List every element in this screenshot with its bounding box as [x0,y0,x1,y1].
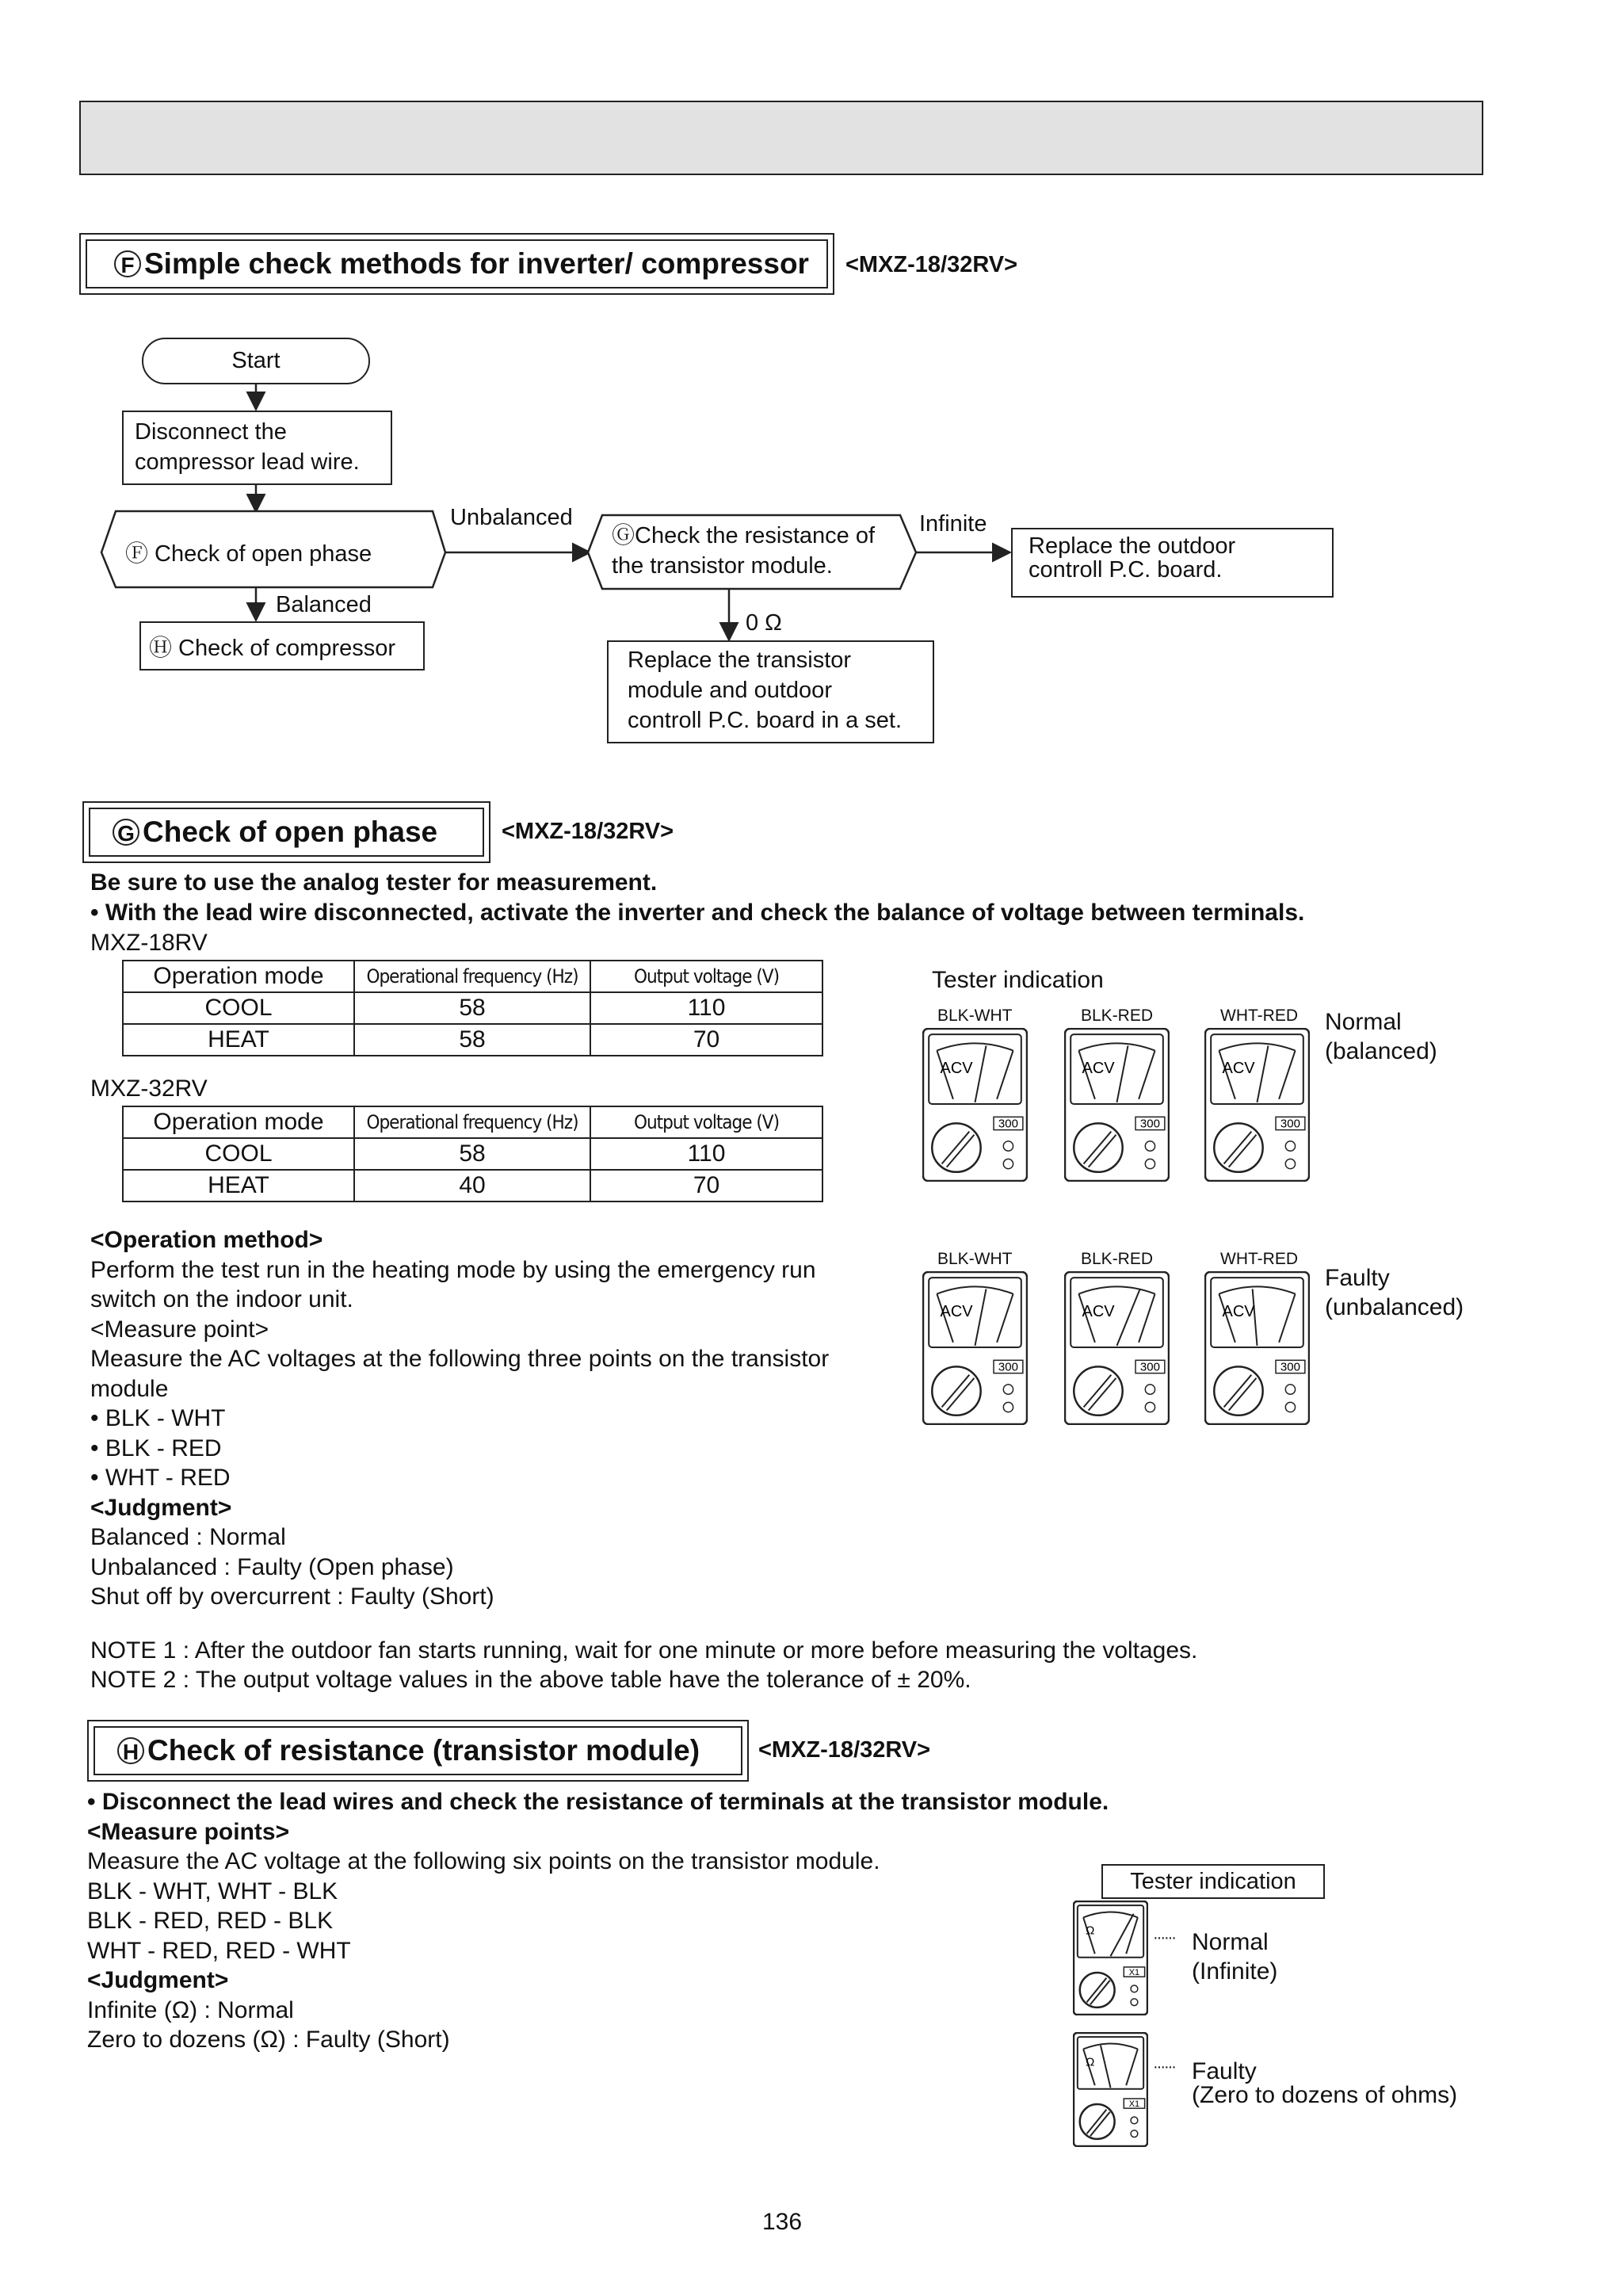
table-header: Operational frequency (Hz) [354,961,590,992]
flow-disconnect-line: Disconnect the [135,419,287,445]
meter-range-label: 300 [998,1360,1018,1374]
meter-range-label: 300 [998,1117,1018,1131]
meter-scale-label: ACV [1082,1303,1115,1321]
table-cell: 70 [590,1024,822,1056]
table-1-label: MXZ-18RV [90,930,208,956]
method-line: Measure the AC voltages at the following three points on the transistor [90,1346,830,1372]
h-normal-line: (Infinite) [1192,1958,1278,1985]
voltage-table-32rv [122,1106,823,1202]
h-line: Zero to dozens (Ω) : Faulty (Short) [87,2027,450,2053]
analog-tester-icon [1064,1271,1170,1425]
flow-start-label: Start [231,348,281,373]
method-line: • WHT - RED [90,1465,231,1491]
table-cell: 58 [354,992,590,1024]
analog-tester-icon [1064,1028,1170,1182]
flow-open-phase: Ⓕ Check of open phase [125,541,372,567]
analog-tester-icon [1204,1271,1310,1425]
page-number: 136 [762,2209,803,2235]
section-h-title: Check of resistance (transistor module) [147,1734,700,1767]
normal-result-line: Normal [1325,1009,1402,1035]
table-cell: COOL [123,992,354,1024]
normal-result [1325,1007,1437,1066]
tester-indication-label: Tester indication [932,967,1104,993]
meter-scale-label: ACV [1082,1060,1115,1078]
table-cell: 58 [354,1024,590,1056]
table-row [123,1138,822,1170]
flow-start [142,338,370,384]
meter-scale-label: ACV [1222,1060,1255,1078]
flow-replace-set-line: Replace the transistor [628,648,852,673]
operation-method [90,1225,829,1612]
analog-tester-icon [1073,2032,1148,2147]
section-h-letter: H [117,1737,144,1764]
meter-label: WHT-RED [1220,1250,1298,1268]
section-g-title-box [82,801,490,863]
flow-replace-set [607,640,934,743]
method-line: Perform the test run in the heating mode by using the emergency run [90,1256,816,1283]
note-2: NOTE 2 : The output voltage values in the above table have the tolerance of ± 20%. [90,1667,971,1693]
h-faulty-result [1192,2057,1457,2110]
flow-compressor [139,621,425,670]
flow-unbalanced: Unbalanced [450,505,573,530]
analog-tester-icon [922,1271,1028,1425]
method-line: switch on the indoor unit. [90,1286,353,1312]
flow-replace-set-line: controll P.C. board in a set. [628,708,903,733]
faulty-result-line: (unbalanced) [1325,1294,1464,1320]
table-header: Operation mode [123,1106,354,1138]
table-cell: 70 [590,1170,822,1201]
method-line: Shut off by overcurrent : Faulty (Short) [90,1584,494,1610]
meter-range-label: 300 [1139,1117,1160,1131]
faulty-dots: ······ [1153,2058,1175,2076]
section-g-letter: G [113,819,139,846]
table-header: Output voltage (V) [590,961,822,992]
flow-resistance-line: the transistor module. [612,553,833,579]
method-line: <Measure point> [90,1316,269,1343]
h-line: BLK - RED, RED - BLK [87,1908,334,1934]
table-cell: 110 [590,992,822,1024]
flow-replace-outdoor-line: Replace the outdoor [1029,533,1236,559]
section-g-note-1: Be sure to use the analog tester for measurement. [90,869,658,896]
section-g-title: Check of open phase [143,816,438,848]
flow-balanced: Balanced [276,592,372,617]
flow-disconnect-line: compressor lead wire. [135,449,360,475]
h-line: Measure the AC voltage at the following six points on the transistor module. [87,1848,880,1874]
meter-range-label: 300 [1280,1360,1300,1374]
table-row [123,992,822,1024]
h-tester-indication-label: Tester indication [1130,1868,1296,1894]
flow-replace-set-line: module and outdoor [628,678,832,703]
meter-label: WHT-RED [1220,1007,1298,1025]
h-line: Infinite (Ω) : Normal [87,1996,294,2023]
faulty-result [1325,1263,1464,1322]
normal-result-line: (balanced) [1325,1038,1437,1064]
section-f-title: Simple check methods for inverter/ compressor [144,247,809,280]
h-line: • Disconnect the lead wires and check the resistance of terminals at the transistor module. [87,1789,1109,1815]
method-line: <Operation method> [90,1227,323,1253]
h-normal-result [1192,1927,1277,1986]
h-faulty-line: (Zero to dozens of ohms) [1192,2082,1458,2108]
meter-label: BLK-RED [1081,1250,1154,1268]
faulty-result-line: Faulty [1325,1265,1390,1291]
meter-scale-label: ACV [940,1303,973,1321]
table-cell: 110 [590,1138,822,1170]
table-row [123,1170,822,1201]
meter-range-label: X1 [1128,1967,1140,1977]
table-cell: HEAT [123,1170,354,1201]
h-line: <Judgment> [87,1967,229,1993]
table-cell: 58 [354,1138,590,1170]
flow-replace-outdoor [1011,528,1334,598]
section-f-letter: F [114,250,141,277]
section-g-model: <MXZ-18/32RV> [502,819,674,844]
method-line: Balanced : Normal [90,1524,286,1550]
h-tester-indication [1101,1864,1325,1899]
meter-scale-label: Ω [1086,1924,1095,1938]
flow-compressor-label: Ⓗ Check of compressor [149,635,396,661]
analog-tester-icon [1073,1901,1148,2015]
section-f-model: <MXZ-18/32RV> [845,252,1018,277]
flow-zero-ohm: 0 Ω [746,610,782,636]
normal-dots: ······ [1153,1929,1175,1946]
table-header: Output voltage (V) [590,1106,822,1138]
h-line: <Measure points> [87,1818,290,1845]
method-line: module [90,1375,169,1402]
flow-infinite: Infinite [919,511,987,537]
note-1: NOTE 1 : After the outdoor fan starts running, wait for one minute or more before measuring the voltages. [90,1637,1198,1664]
h-normal-line: Normal [1192,1929,1269,1955]
analog-tester-icon [922,1028,1028,1182]
analog-tester-icon [1204,1028,1310,1182]
meter-range-label: 300 [1280,1117,1300,1131]
table-cell: COOL [123,1138,354,1170]
section-h-body [87,1787,1109,2055]
table-cell: HEAT [123,1024,354,1056]
method-line: <Judgment> [90,1494,232,1521]
meter-label: BLK-WHT [937,1007,1013,1025]
method-line: • BLK - WHT [90,1405,226,1431]
method-line: Unbalanced : Faulty (Open phase) [90,1553,454,1580]
h-faulty-line: Faulty [1192,2058,1257,2084]
voltage-table-18rv [122,960,823,1056]
meter-label: BLK-WHT [937,1250,1013,1268]
table-header: Operation mode [123,961,354,992]
flow-resistance-line: ⒼCheck the resistance of [612,523,876,548]
meter-scale-label: ACV [1222,1303,1255,1321]
method-line: • BLK - RED [90,1435,222,1461]
meter-range-label: 300 [1139,1360,1160,1374]
meter-scale-label: Ω [1086,2055,1095,2069]
table-2-label: MXZ-32RV [90,1075,208,1102]
table-header: Operational frequency (Hz) [354,1106,590,1138]
flow-replace-outdoor-line: controll P.C. board. [1029,557,1223,583]
meter-range-label: X1 [1128,2099,1140,2109]
flow-disconnect [122,411,392,485]
section-g-note-2: • With the lead wire disconnected, activate the inverter and check the balance of voltage between terminals. [90,900,1305,926]
meter-scale-label: ACV [940,1060,973,1078]
section-h-model: <MXZ-18/32RV> [758,1737,931,1763]
h-line: BLK - WHT, WHT - BLK [87,1878,338,1904]
meter-label: BLK-RED [1081,1007,1154,1025]
h-line: WHT - RED, RED - WHT [87,1937,351,1964]
table-cell: 40 [354,1170,590,1201]
section-h-title-box [87,1720,749,1782]
table-row [123,1024,822,1056]
flow-resistance [612,521,875,581]
